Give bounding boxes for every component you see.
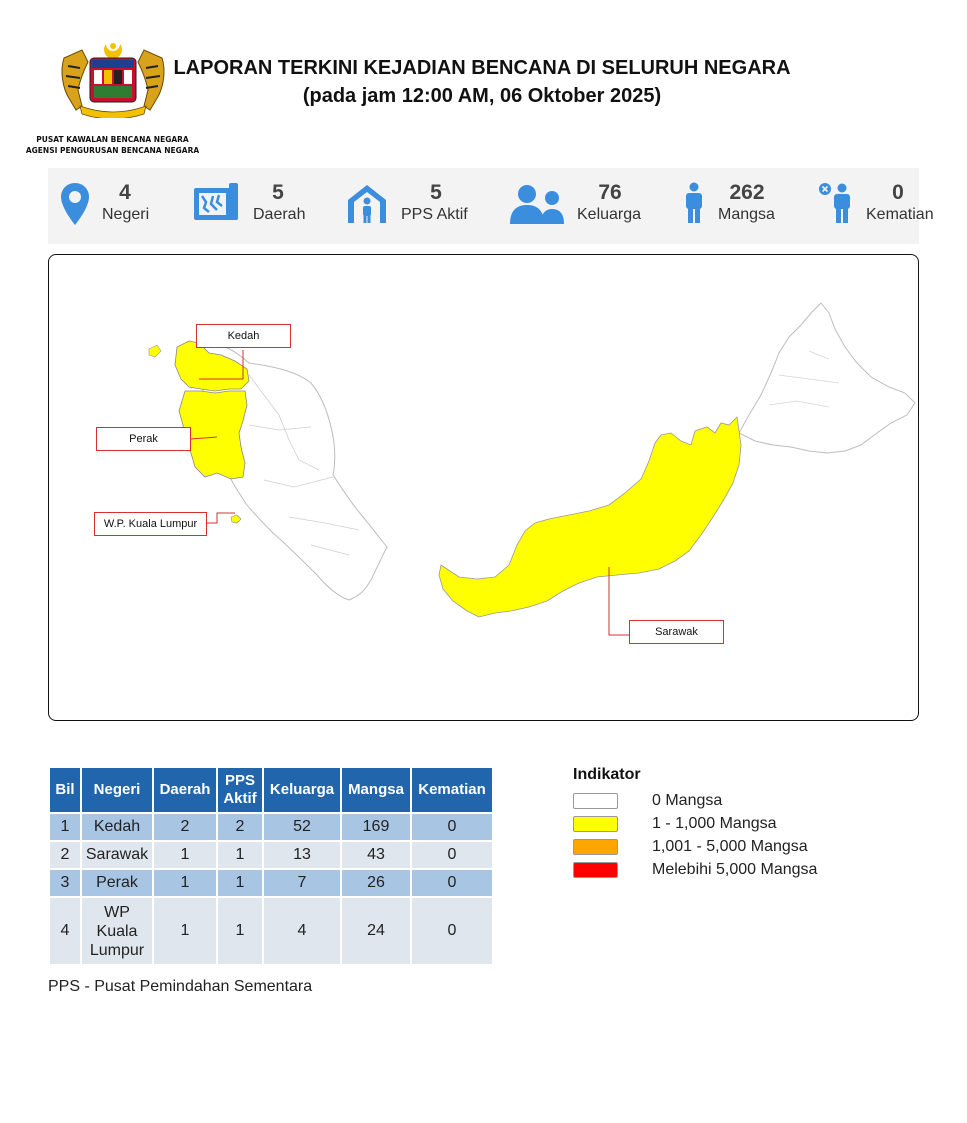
cell-mangsa: 169 <box>342 814 410 840</box>
stat-pps-aktif <box>346 168 486 244</box>
cell-bil: 2 <box>50 842 80 868</box>
stat-negeri <box>58 168 188 244</box>
legend-swatch-yellow <box>573 816 618 832</box>
legend-title: Indikator <box>573 766 641 783</box>
cell-pps: 1 <box>218 870 262 896</box>
legend-swatch-orange <box>573 839 618 855</box>
cell-negeri: Sarawak <box>82 842 152 868</box>
cell-kematian: 0 <box>412 814 492 840</box>
header-bil: Bil <box>50 768 80 812</box>
title-line-2: (pada jam 12:00 AM, 06 Oktober 2025) <box>302 85 662 107</box>
disaster-data-table <box>48 766 494 966</box>
stat-negeri-value: 4 <box>119 181 131 204</box>
map-label-sarawak: Sarawak <box>629 620 724 644</box>
cell-bil: 1 <box>50 814 80 840</box>
stat-daerah-value: 5 <box>272 181 284 204</box>
header-daerah: Daerah <box>154 768 216 812</box>
cell-pps: 1 <box>218 842 262 868</box>
cell-mangsa: 26 <box>342 870 410 896</box>
stat-daerah <box>191 168 331 244</box>
malaysia-map-svg <box>49 255 918 720</box>
cell-mangsa: 24 <box>342 898 410 964</box>
langkawi-island <box>149 345 161 357</box>
stat-pps-value: 5 <box>430 181 442 204</box>
legend-item <box>573 813 777 836</box>
legend-swatch-white <box>573 793 618 809</box>
cell-kematian: 0 <box>412 842 492 868</box>
cell-bil: 4 <box>50 898 80 964</box>
legend-item <box>573 790 723 813</box>
table-row <box>50 842 492 868</box>
map-label-kuala-lumpur: W.P. Kuala Lumpur <box>94 512 207 536</box>
location-pin-icon <box>60 182 90 231</box>
cell-pps: 2 <box>218 814 262 840</box>
family-icon <box>510 184 566 229</box>
agency-line-1: PUSAT KAWALAN BENCANA NEGARA <box>36 135 189 144</box>
legend-label: 1,001 - 5,000 Mangsa <box>652 838 808 855</box>
stat-mangsa-value: 262 <box>729 181 765 204</box>
header-mangsa: Mangsa <box>342 768 410 812</box>
cell-keluarga: 13 <box>264 842 340 868</box>
legend-label: Melebihi 5,000 Mangsa <box>652 861 818 878</box>
shelter-icon <box>346 182 388 229</box>
agency-line-2: AGENSI PENGURUSAN BENCANA NEGARA <box>25 146 200 155</box>
stat-keluarga-value: 76 <box>598 181 622 204</box>
cell-pps: 1 <box>218 898 262 964</box>
cell-negeri: Perak <box>82 870 152 896</box>
district-map-icon <box>191 182 241 229</box>
legend-label: 0 Mangsa <box>652 792 723 809</box>
agency-name <box>20 134 205 156</box>
table-header-row <box>50 768 492 812</box>
pps-footnote: PPS - Pusat Pemindahan Sementara <box>48 978 313 995</box>
cell-keluarga: 52 <box>264 814 340 840</box>
cell-negeri: Kedah <box>82 814 152 840</box>
legend-item <box>573 859 818 882</box>
legend-label: 1 - 1,000 Mangsa <box>652 815 777 832</box>
legend-swatch-red <box>573 862 618 878</box>
stat-keluarga <box>510 168 650 244</box>
coat-of-arms-logo <box>58 40 168 118</box>
stat-negeri-label: Negeri <box>102 206 150 223</box>
cell-kematian: 0 <box>412 898 492 964</box>
sabah-unaffected-region <box>739 303 915 453</box>
map-label-perak: Perak <box>96 427 191 451</box>
header-pps-aktif: PPS Aktif <box>218 768 262 812</box>
map-label-kedah: Kedah <box>196 324 291 348</box>
stat-pps-label: PPS Aktif <box>401 206 468 223</box>
summary-stats-bar <box>48 168 934 244</box>
sarawak-region <box>439 417 741 617</box>
stat-kematian <box>816 168 934 244</box>
cell-daerah: 2 <box>154 814 216 840</box>
stat-kematian-label: Kematian <box>866 206 934 223</box>
stat-mangsa <box>680 168 800 244</box>
stat-daerah-label: Daerah <box>253 206 306 223</box>
header-kematian: Kematian <box>412 768 492 812</box>
header-negeri: Negeri <box>82 768 152 812</box>
disaster-map <box>48 254 919 721</box>
cell-keluarga: 7 <box>264 870 340 896</box>
header-keluarga: Keluarga <box>264 768 340 812</box>
stat-mangsa-label: Mangsa <box>718 206 775 223</box>
cell-daerah: 1 <box>154 870 216 896</box>
cell-bil: 3 <box>50 870 80 896</box>
death-person-icon <box>818 182 854 229</box>
cell-keluarga: 4 <box>264 898 340 964</box>
person-icon <box>683 182 705 229</box>
stat-keluarga-label: Keluarga <box>577 206 642 223</box>
cell-mangsa: 43 <box>342 842 410 868</box>
cell-daerah: 1 <box>154 842 216 868</box>
kuala-lumpur-region <box>231 515 241 523</box>
table-row <box>50 814 492 840</box>
legend-item <box>573 836 808 859</box>
table-row <box>50 898 492 964</box>
stat-kematian-value: 0 <box>892 181 904 204</box>
cell-negeri: WP Kuala Lumpur <box>82 898 152 964</box>
map-legend <box>573 766 818 882</box>
title-line-1: LAPORAN TERKINI KEJADIAN BENCANA DI SELURUH NEGARA <box>173 57 791 79</box>
table-row <box>50 870 492 896</box>
cell-kematian: 0 <box>412 870 492 896</box>
report-title <box>170 54 794 110</box>
cell-daerah: 1 <box>154 898 216 964</box>
